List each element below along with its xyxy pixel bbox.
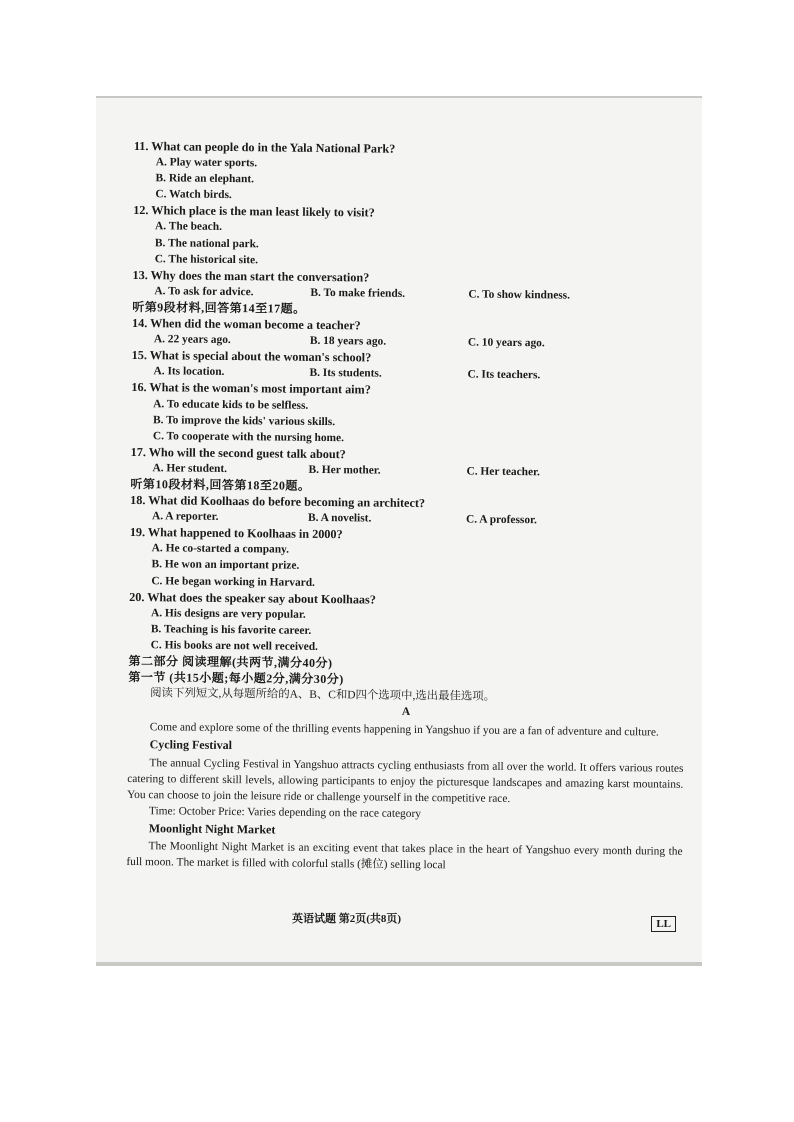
question-text: 13. Why does the man start the conversation? <box>132 267 370 285</box>
option: C. The historical site. <box>154 252 259 266</box>
option-b: B. Its students. <box>309 367 382 380</box>
section-10-heading: 听第10段材料,回答第18至20题。 <box>130 476 311 493</box>
option-c: C. Its teachers. <box>467 368 541 382</box>
part-2-heading: 第二部分 阅读理解(共两节,满分40分) <box>128 653 333 671</box>
question-20 <box>129 589 686 659</box>
page-footer: 英语试题 第2页(共8页) <box>292 913 402 925</box>
cycling-festival-title: Cycling Festival <box>149 737 233 753</box>
option: A. His designs are very popular. <box>150 606 306 621</box>
option-b: B. Her mother. <box>308 463 381 477</box>
question-text: 12. Which place is the man least likely to visit? <box>133 203 375 220</box>
reading-instruction: 阅读下列短文,从每题所给的A、B、C和D四个选项中,选出最佳选项。 <box>150 687 496 703</box>
section-9-heading: 听第9段材料,回答第14至17题。 <box>132 299 306 316</box>
passage-label: A <box>401 706 411 719</box>
option: B. Teaching is his favorite career. <box>150 623 312 637</box>
option-c: C. 10 years ago. <box>467 336 545 350</box>
question-text: 20. What does the speaker say about Koolhaas? <box>129 589 376 607</box>
option: B. To improve the kids' various skills. <box>152 413 336 428</box>
option-b: B. A novelist. <box>307 511 372 525</box>
option: A. Play water sports. <box>155 156 258 170</box>
passage-intro: Come and explore some of the thrilling events happening in Yangshuo if you are a fan of adventure and culture. <box>149 721 659 739</box>
question-text: 15. What is special about the woman's school? <box>131 348 372 365</box>
option: A. The beach. <box>155 220 223 234</box>
passage-a <box>126 719 684 876</box>
exam-page <box>96 98 702 964</box>
question-text: 19. What happened to Koolhaas in 2000? <box>129 525 343 542</box>
option-c: C. Her teacher. <box>466 465 540 479</box>
option: C. He began working in Harvard. <box>151 574 316 589</box>
cycling-festival-body: The annual Cycling Festival in Yangshuo attracts cycling enthusiasts from all over the world. It offers various routes catering to different skill levels, allowing participants to enjoy the picturesque landscapes and amazing karst mountains. You can choose to join the leisure ride or challenge yourself in the competitive race. <box>127 756 684 805</box>
night-market-body: The Moonlight Night Market is an exciting event that takes place in the heart of Yangshuo every month during the full moon. The market is filled with colorful stalls (摊位) selling local <box>126 840 683 872</box>
option-b: B. To make friends. <box>310 286 406 300</box>
option: A. To educate kids to be selfless. <box>153 397 309 412</box>
option: A. He co-started a company. <box>151 542 290 556</box>
question-11 <box>133 138 690 208</box>
cycling-festival-info: Time: October Price: Varies depending on the race category <box>148 805 422 820</box>
question-text: 16. What is the woman's most important aim? <box>131 380 371 397</box>
question-16 <box>131 379 688 449</box>
option-c: C. To show kindness. <box>468 288 571 302</box>
question-19 <box>129 524 686 594</box>
option: C. To cooperate with the nursing home. <box>152 429 345 444</box>
page-content <box>126 138 690 876</box>
option-a: A. A reporter. <box>151 510 219 524</box>
section-1-heading: 第一节 (共15小题;每小题2分,满分30分) <box>128 670 344 687</box>
option: C. Watch birds. <box>155 188 232 202</box>
option-b: B. 18 years ago. <box>309 334 387 348</box>
paper-code-badge: LL <box>651 916 676 932</box>
question-text: 17. Who will the second guest talk about? <box>130 444 346 462</box>
question-text: 18. What did Koolhaas do before becoming an architect? <box>130 493 426 511</box>
option: C. His books are not well received. <box>150 639 319 653</box>
question-12 <box>133 202 690 272</box>
question-text: 11. What can people do in the Yala National Park? <box>133 138 396 156</box>
option-a: A. To ask for advice. <box>154 285 254 299</box>
option-a: A. Her student. <box>152 462 228 475</box>
option-c: C. A professor. <box>465 513 537 527</box>
option: B. The national park. <box>154 236 259 250</box>
option: B. He won an important prize. <box>151 558 300 573</box>
option: B. Ride an elephant. <box>155 172 255 186</box>
night-market-title: Moonlight Night Market <box>148 821 276 837</box>
option-a: A. Its location. <box>153 365 225 379</box>
page-bottom-edge <box>96 962 702 966</box>
option-a: A. 22 years ago. <box>153 333 231 347</box>
question-text: 14. When did the woman become a teacher? <box>131 316 361 333</box>
